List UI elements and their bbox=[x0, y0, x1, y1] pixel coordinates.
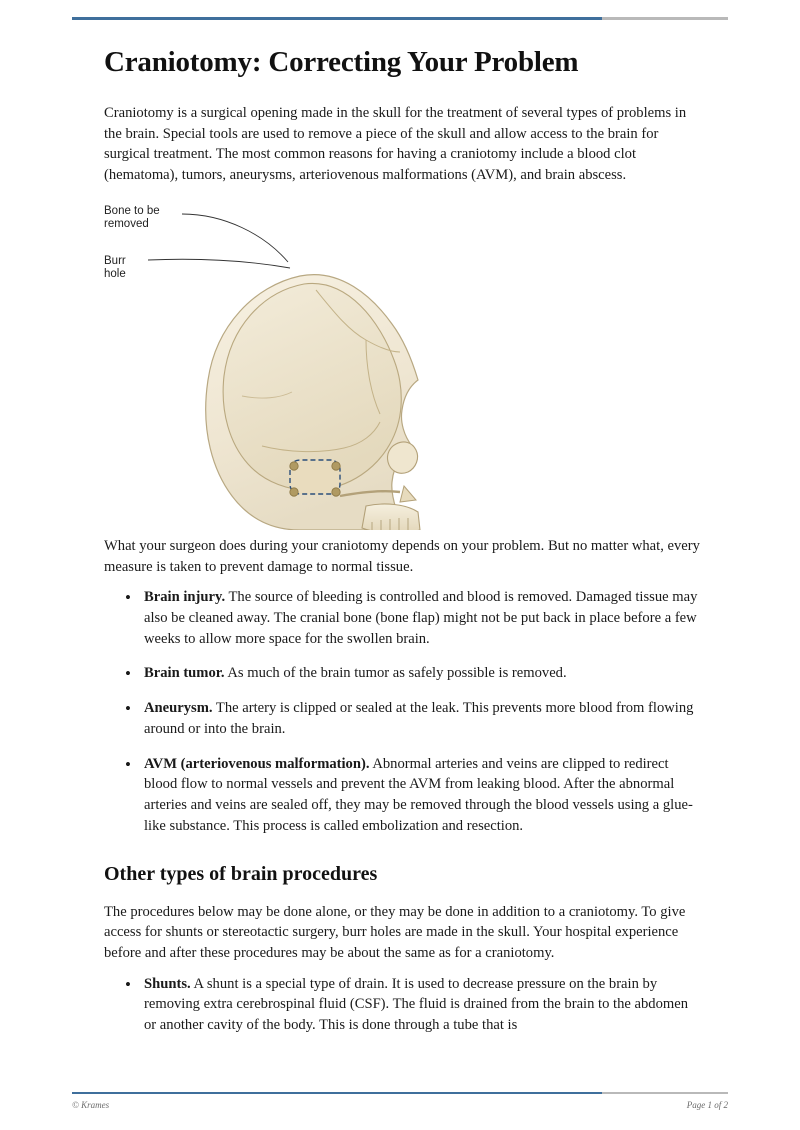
bullet-lead: Shunts. bbox=[144, 975, 191, 992]
other-procedures-paragraph: The procedures below may be done alone, or they may be done in addition to a craniotomy. To give access for shunts or stereotactic surgery, burr holes are made in the skull. Your hospital experience before and after these procedures may be about the same as for a craniotomy. bbox=[104, 903, 686, 961]
footer-rule bbox=[72, 1092, 728, 1094]
header-rule-blue-segment bbox=[72, 17, 602, 20]
craniotomy-bullet-list bbox=[104, 587, 700, 836]
nasal-aperture bbox=[400, 486, 416, 502]
label-burr-hole bbox=[104, 255, 290, 280]
svg-text:Bone to be removed bbox=[104, 205, 163, 230]
skull-diagram-svg bbox=[104, 200, 700, 530]
list-item bbox=[142, 587, 700, 649]
document-content bbox=[104, 46, 700, 1050]
header-rule bbox=[72, 17, 728, 20]
burr-hole-3 bbox=[290, 488, 298, 496]
footer-rule-blue-segment bbox=[72, 1092, 602, 1094]
list-item bbox=[142, 754, 700, 837]
bullet-text: A shunt is a special type of drain. It is used to decrease pressure on the brain by removing extra cerebrospinal fluid (CSF). The fluid is drained from the brain to the abdomen or another cavity of the body. This is done through a tube that is bbox=[144, 975, 689, 1034]
bullet-lead: Aneurysm. bbox=[144, 700, 213, 717]
label-bone-line2: removed bbox=[104, 217, 149, 230]
header-rule-gray-segment bbox=[602, 17, 728, 20]
bullet-text: Abnormal arteries and veins are clipped to redirect blood flow to normal vessels and prevent the AVM from leaking blood. After the abnormal arteries and veins are sealed off, they may be removed through the blood vessels using a glue-like substance. This process is called embolization and resection. bbox=[144, 755, 693, 834]
leader-line-burr bbox=[148, 259, 290, 268]
label-burr-line2: hole bbox=[104, 267, 126, 280]
footer-rule-gray-segment bbox=[602, 1092, 728, 1094]
section-heading-other-procedures: Other types of brain procedures bbox=[104, 862, 378, 885]
bullet-lead: Brain injury. bbox=[144, 589, 226, 606]
list-item bbox=[142, 698, 700, 739]
bullet-text: The artery is clipped or sealed at the leak. This prevents more blood from flowing around or into the brain. bbox=[144, 700, 694, 737]
page-footer bbox=[72, 1100, 728, 1110]
burr-hole-2 bbox=[332, 462, 340, 470]
label-bone-to-be-removed bbox=[104, 205, 288, 262]
page-title: Craniotomy: Correcting Your Problem bbox=[104, 46, 579, 78]
bullet-lead: AVM (arteriovenous malformation). bbox=[144, 755, 370, 772]
maxilla bbox=[362, 504, 420, 530]
list-item bbox=[142, 974, 700, 1036]
bullet-text: As much of the brain tumor as safely possible is removed. bbox=[224, 665, 567, 682]
burr-hole-1 bbox=[290, 462, 298, 470]
burr-hole-4 bbox=[332, 488, 340, 496]
bullet-text: The source of bleeding is controlled and blood is removed. Damaged tissue may also be cleaned away. The cranial bone (bone flap) might not be put back in place before a few weeks to allow more space for the swollen brain. bbox=[144, 589, 698, 647]
list-item bbox=[142, 663, 700, 684]
page-number: Page 1 of 2 bbox=[686, 1100, 728, 1110]
bullet-lead: Brain tumor. bbox=[144, 665, 225, 682]
eye-orbit bbox=[387, 442, 417, 473]
other-procedures-bullet-list bbox=[104, 974, 700, 1036]
svg-text:Burr hole bbox=[104, 255, 129, 280]
intro-paragraph: Craniotomy is a surgical opening made in the skull for the treatment of several types of problems in the brain. Special tools are used to remove a piece of the skull and allow access to the brain for surgical treatment. The most common reasons for having a craniotomy include a blood clot (hematoma), tumors, aneurysms, arteriovenous malformations (AVM), and brain abscess. bbox=[104, 105, 687, 184]
leader-line-bone bbox=[182, 214, 288, 262]
post-figure-paragraph: What your surgeon does during your craniotomy depends on your problem. But no matter what, every measure is taken to prevent damage to normal tissue. bbox=[104, 537, 700, 575]
copyright-text: © Krames bbox=[72, 1100, 110, 1110]
anatomy-illustration bbox=[104, 200, 700, 530]
label-burr-line1: Burr bbox=[104, 254, 126, 267]
label-bone-line1: Bone to be bbox=[104, 204, 160, 217]
